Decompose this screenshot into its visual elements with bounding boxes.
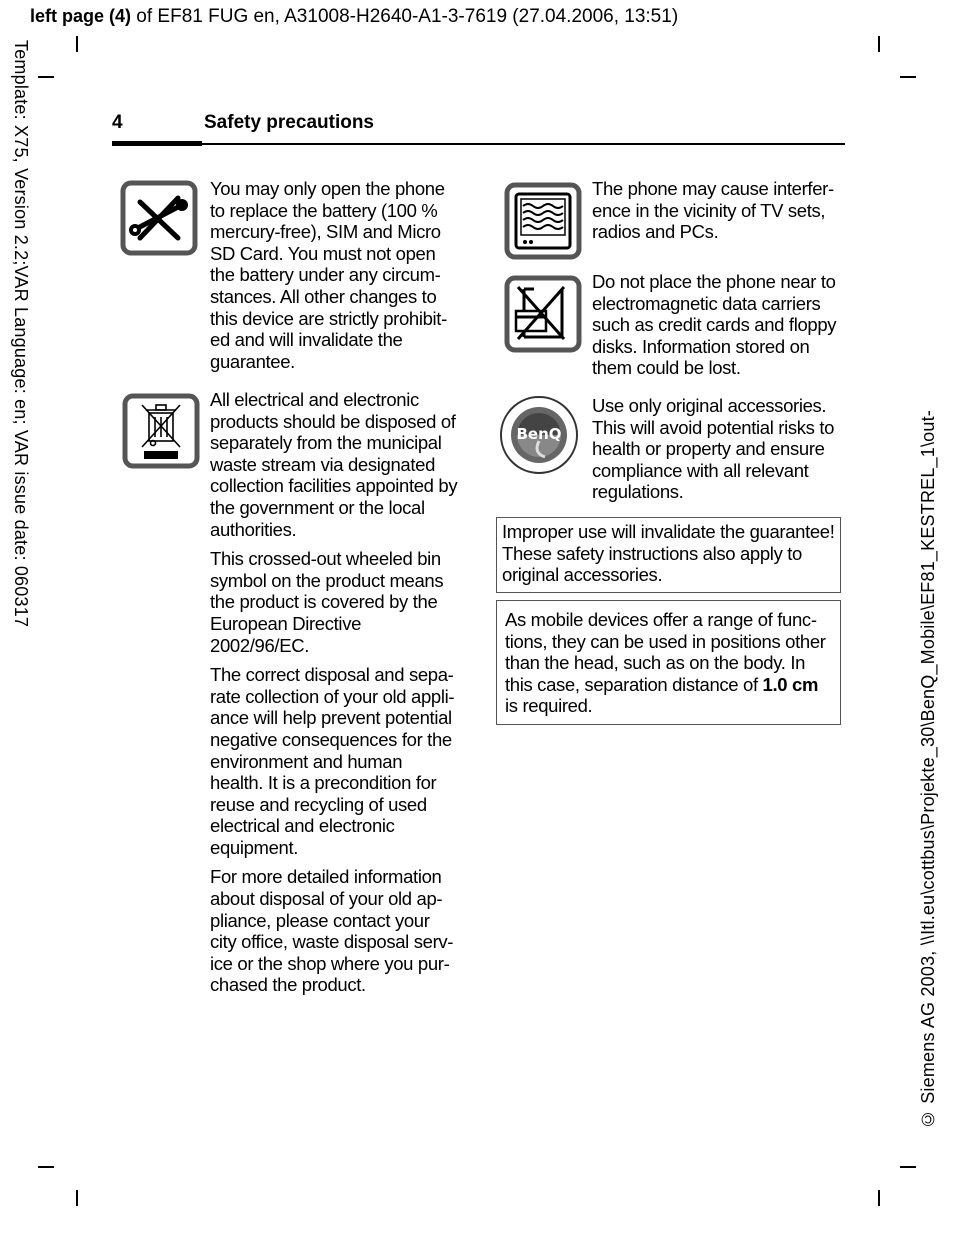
page-title: Safety precautions [204, 112, 374, 133]
header-prefix: left page (4) [30, 6, 132, 26]
header-rest: of EF81 FUG en, A31008-H2640-A1-3-7619 (27.04.2006, 13:51) [131, 6, 679, 27]
copyright-path: © Siemens AG 2003, \\Itl.eu\cottbus\Projekte_30\BenQ_Mobile\EF81_KESTREL_1\out- [918, 410, 938, 1130]
crop-mark [878, 1190, 880, 1206]
benq-accessory-seal-icon [499, 395, 579, 480]
document-header [30, 6, 678, 28]
guarantee-notice-text: Improper use will invalidate the guarantee! These safety instructions also apply to original accessories. [502, 521, 835, 586]
crop-mark [76, 36, 78, 52]
crop-mark [900, 76, 916, 78]
guarantee-notice-box [496, 517, 841, 593]
tv-interference-text: The phone may cause interfer-ence in the vicinity of TV sets, radios and PCs. [592, 178, 834, 243]
benq-logo-text: BenQ [516, 425, 562, 443]
disposal-paragraph-2: This crossed-out wheeled bin symbol on the product means the product is covered by the European Directive 2002/96/EC. [210, 548, 444, 656]
disposal-paragraph-1: All electrical and electronic products should be disposed of separately from the municipal waste stream via designated collection facilities appointed by the government or the local authorities. [210, 389, 458, 540]
header-rule [112, 143, 845, 145]
tv-interference-icon [504, 182, 582, 265]
crop-mark [38, 76, 54, 78]
crossed-bin-icon [122, 393, 200, 474]
template-info: Template: X75, Version 2.2;VAR Language: en; VAR issue date: 060317 [11, 40, 31, 628]
crop-mark [76, 1190, 78, 1206]
separation-text-end: is required. [505, 695, 593, 717]
header-rule-accent [112, 141, 202, 146]
data-carrier-warning-text: Do not place the phone near to electromagnetic data carriers such as credit cards and floppy disks. Information stored on them could be lost. [592, 271, 837, 379]
page-number: 4 [112, 112, 123, 133]
separation-text-start: As mobile devices offer a range of func-tions, they can be used in positions other than the head, such as on the body. In this case, separation distance of [505, 609, 826, 695]
crop-mark [878, 36, 880, 52]
disposal-paragraph-4: For more detailed information about disposal of your old ap-pliance, please contact your city office, waste disposal serv-ice or the shop where you pur-chased the product. [210, 866, 454, 996]
no-tools-icon [120, 180, 198, 261]
battery-warning-text: You may only open the phone to replace the battery (100 % mercury-free), SIM and Micro SD Card. You must not open the battery under any circum-stances. All other changes to this device are strictly prohibit-ed and will invalidate the guarantee. [210, 178, 447, 372]
original-accessories-text: Use only original accessories. This will avoid potential risks to health or property and ensure compliance with all relevant regulations. [592, 395, 835, 503]
crop-mark [38, 1166, 54, 1168]
crop-mark [900, 1166, 916, 1168]
separation-distance-box [496, 600, 841, 725]
no-card-icon [504, 275, 582, 358]
separation-distance-value: 1.0 cm [762, 673, 819, 695]
disposal-paragraph-3: The correct disposal and sepa-rate collection of your old appli-ance will help prevent potential negative consequences for the environment and human health. It is a precondition for reuse and recycling of used electrical and electronic equipment. [210, 664, 455, 858]
